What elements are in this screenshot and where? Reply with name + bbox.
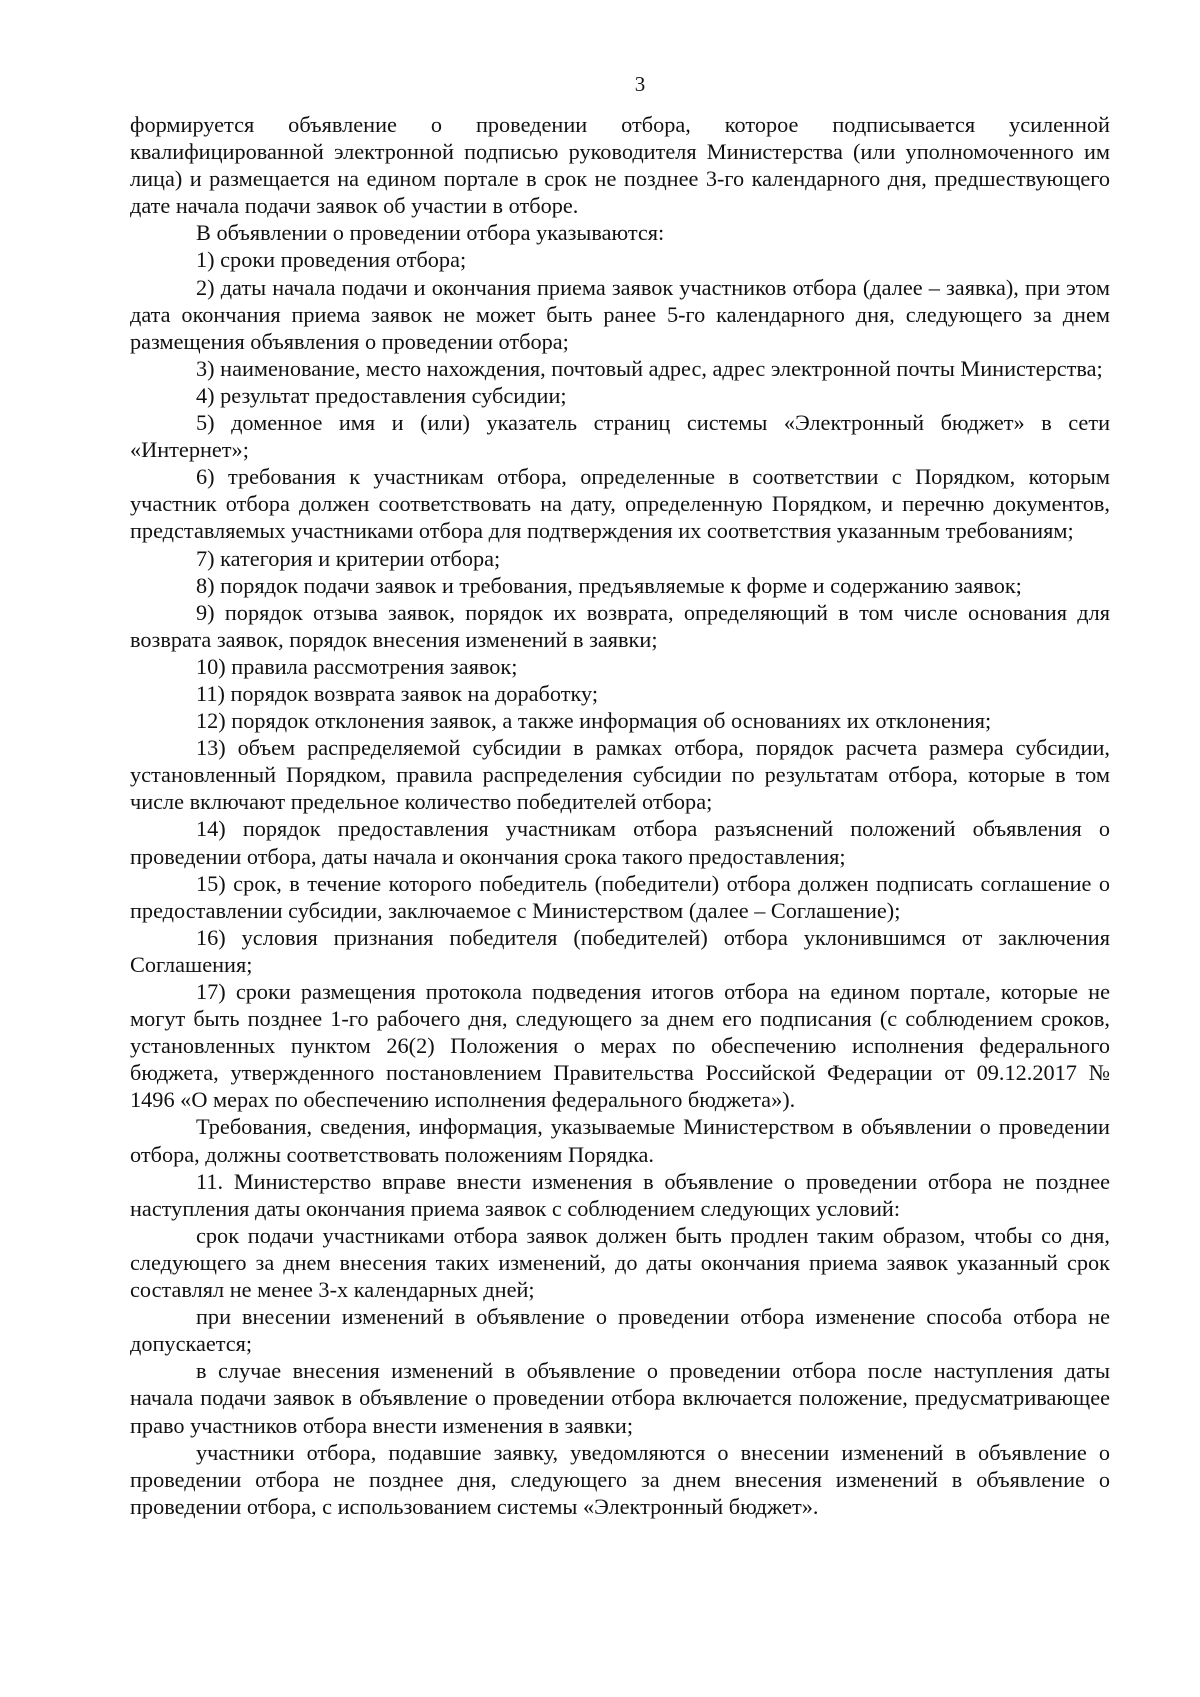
list-item: 4) результат предоставления субсидии;: [196, 382, 567, 408]
paragraph: в случае внесения изменений в объявление о проведении отбора после наступления даты начала подачи заявок в объявление о проведении отбора включается положение, предусматривающее право участников отбора внести изменения в заявки;: [130, 1358, 1110, 1438]
list-item: 12) порядок отклонения заявок, а также информация об основаниях их отклонения;: [196, 708, 992, 734]
list-item: 13) объем распределяемой субсидии в рамках отбора, порядок расчета размера субсидии, установленный Порядком, правила распределения субсидии по результатам отбора, которые в том числе включают предельное количество победителей отбора;: [130, 735, 1110, 815]
list-item: 5) доменное имя и (или) указатель страниц системы «Электронный бюджет» в сети «Интернет»;: [130, 410, 1110, 463]
paragraph: срок подачи участниками отбора заявок должен быть продлен таким образом, чтобы со дня, следующего за днем внесения таких изменений, до даты окончания приема заявок указанный срок составлял не менее 3-х календарных дней;: [130, 1222, 1110, 1303]
paragraph: формируется объявление о проведении отбора, которое подписывается усиленной квалифицированной электронной подписью руководителя Министерства (или уполномоченного им лица) и размещается на едином портале в срок не позднее 3-го календарного дня, предшествующего дате начала подачи заявок об участии в отборе.: [130, 112, 1110, 219]
list-item: 7) категория и критерии отбора;: [196, 545, 501, 571]
list-item: 3) наименование, место нахождения, почтовый адрес, адрес электронной почты Министерства;: [196, 355, 1103, 381]
list-item: 17) сроки размещения протокола подведения итогов отбора на едином портале, которые не могут быть позднее 1-го рабочего дня, следующего за днем его подписания (с соблюдением сроков, установленных пунктом 26(2) Положения о мерах по обеспечению исполнения федерального бюджета, утвержденного постановлением Правительства Российской Федерации от 09.12.2017 № 1496 «О мерах по обеспечению исполнения федерального бюджета»).: [130, 979, 1110, 1113]
list-item: 1) сроки проведения отбора;: [196, 247, 467, 273]
paragraph: В объявлении о проведении отбора указываются:: [196, 220, 665, 246]
list-item: 8) порядок подачи заявок и требования, предъявляемые к форме и содержанию заявок;: [196, 572, 1022, 598]
list-item: 14) порядок предоставления участникам отбора разъяснений положений объявления о проведении отбора, даты начала и окончания срока такого предоставления;: [130, 816, 1110, 869]
paragraph: 11. Министерство вправе внести изменения в объявление о проведении отбора не позднее наступления даты окончания приема заявок с соблюдением следующих условий:: [130, 1168, 1110, 1221]
list-item: 2) даты начала подачи и окончания приема заявок участников отбора (далее – заявка), при этом дата окончания приема заявок не может быть ранее 5-го календарного дня, следующего за днем размещения объявления о проведении отбора;: [130, 274, 1110, 354]
page-number: 3: [634, 72, 646, 96]
list-item: 9) порядок отзыва заявок, порядок их возврата, определяющий в том числе основания для возврата заявок, порядок внесения изменений в заявки;: [130, 599, 1110, 652]
list-item: 6) требования к участникам отбора, определенные в соответствии с Порядком, которым участник отбора должен соответствовать на дату, определенную Порядком, и перечню документов, представляемых участниками отбора для подтверждения их соответствия указанным требованиям;: [130, 464, 1110, 544]
list-item: 11) порядок возврата заявок на доработку;: [196, 680, 599, 706]
paragraph: участники отбора, подавшие заявку, уведомляются о внесении изменений в объявление о проведении отбора не позднее дня, следующего за днем внесения изменений в объявление о проведении отбора, с использованием системы «Электронный бюджет».: [130, 1439, 1110, 1519]
paragraph: при внесении изменений в объявление о проведении отбора изменение способа отбора не допускается;: [130, 1304, 1110, 1357]
paragraph: Требования, сведения, информация, указываемые Министерством в объявлении о проведении отбора, должны соответствовать положениям Порядка.: [130, 1114, 1110, 1167]
list-item: 15) срок, в течение которого победитель (победители) отбора должен подписать соглашение о предоставлении субсидии, заключаемое с Министерством (далее – Соглашение);: [130, 870, 1110, 923]
list-item: 16) условия признания победителя (победителей) отбора уклонившимся от заключения Соглашения;: [130, 924, 1110, 977]
document-body: [130, 111, 1110, 1520]
list-item: 10) правила рассмотрения заявок;: [196, 653, 518, 679]
